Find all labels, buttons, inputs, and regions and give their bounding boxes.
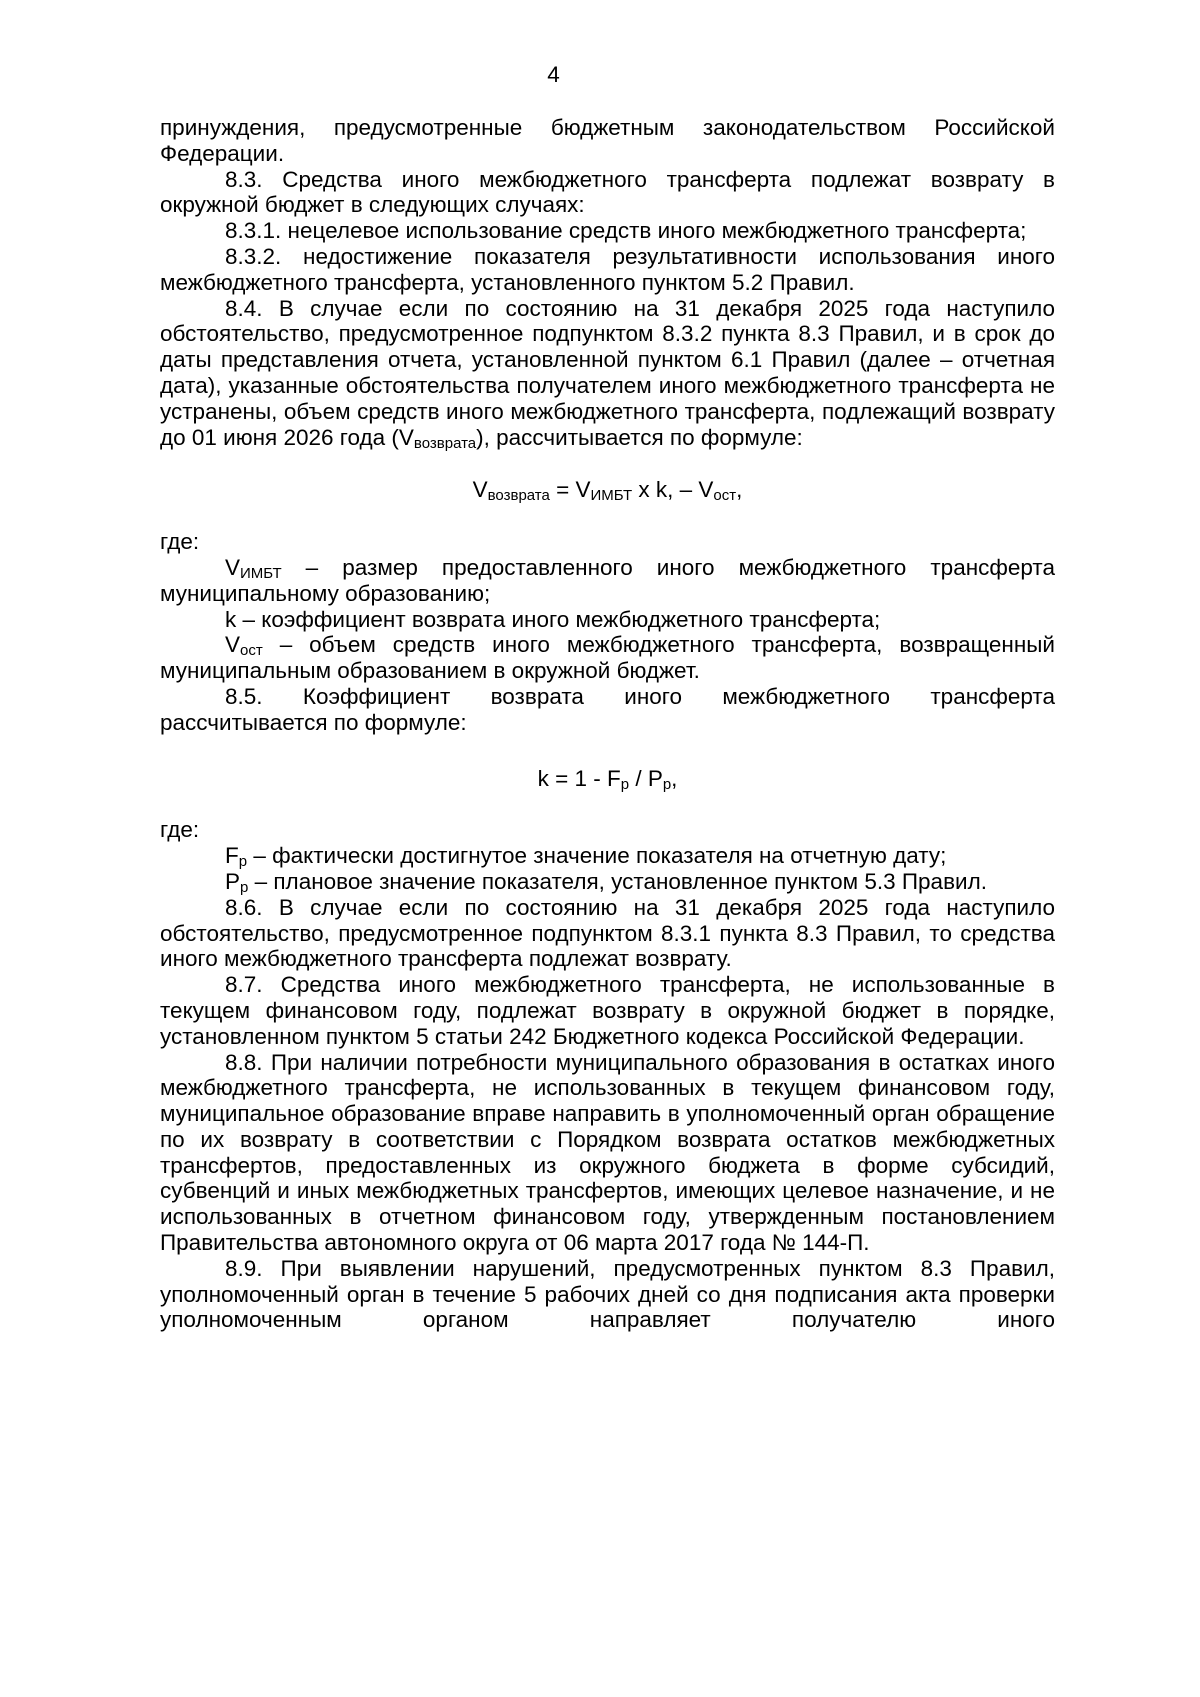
definition-symbol: P — [225, 868, 241, 894]
definition-v-ost — [160, 632, 1055, 684]
formula-subscript: возврата — [487, 487, 550, 505]
definition-p — [160, 869, 1055, 895]
formula-subscript: ост — [713, 487, 737, 505]
formula-symbol: , — [736, 477, 743, 503]
paragraph-8-3-2: 8.3.2. недостижение показателя результативности использования иного межбюджетного трансферта, установленного пунктом 5.2 Правил. — [160, 243, 1055, 295]
definition-v-imbt — [160, 555, 1055, 607]
formula-v-return — [160, 477, 1055, 503]
formula-symbol: V — [472, 477, 488, 503]
definition-text: – размер предоставленного иного межбюджетного трансферта муниципальному образованию; — [160, 554, 1055, 606]
definition-f — [160, 843, 1055, 869]
definition-symbol: F — [225, 843, 239, 869]
formula-symbol: / P — [629, 765, 663, 791]
formula-subscript: р — [662, 775, 672, 793]
v-return-open: (V — [391, 424, 414, 450]
paragraph-8-4-tail: ), рассчитывается по формуле: — [476, 424, 803, 450]
paragraph-8-5: 8.5. Коэффициент возврата иного межбюджетного трансферта рассчитывается по формуле: — [160, 683, 1055, 735]
paragraph-8-4-text: 8.4. В случае если по состоянию на 31 декабря 2025 года наступило обстоятельство, предусмотренное подпунктом 8.3.2 пункта 8.3 Правил, и в срок до даты представления отчета, установленной пунктом 6.1 Правил (далее – отчетная дата), указанные обстоятельства получателем иного межбюджетного трансферта не устранены, объем средств иного межбюджетного трансферта, подлежащий возврату до 01 июня 2026 года — [160, 295, 1055, 450]
definition-symbol: V — [225, 632, 241, 658]
paragraph-8-4 — [160, 296, 1055, 451]
definition-k: k – коэффициент возврата иного межбюджетного трансферта; — [225, 606, 881, 632]
definition-symbol: V — [225, 554, 241, 580]
definition-subscript: р — [240, 878, 249, 896]
document-body — [160, 115, 1055, 1333]
paragraph-8-3-1: 8.3.1. нецелевое использование средств иного межбюджетного трансферта; — [225, 218, 1027, 244]
formula-symbol: , — [671, 765, 678, 791]
formula-symbol: x k, – V — [632, 477, 714, 503]
v-return-subscript: возврата — [413, 434, 477, 452]
paragraph-8-7: 8.7. Средства иного межбюджетного трансферта, не использованные в текущем финансовом году, подлежат возврату в окружной бюджет в порядке, установленном пунктом 5 статьи 242 Бюджетного кодекса Российской Федерации. — [160, 972, 1055, 1049]
paragraph-8-3: 8.3. Средства иного межбюджетного трансферта подлежат возврату в окружной бюджет в следующих случаях: — [160, 166, 1055, 218]
definition-subscript: ост — [240, 642, 263, 660]
formula-subscript: р — [620, 775, 630, 793]
paragraph-8-6: 8.6. В случае если по состоянию на 31 декабря 2025 года наступило обстоятельство, предусмотренное подпунктом 8.3.1 пункта 8.3 Правил, то средства иного межбюджетного трансферта подлежат возврату. — [160, 894, 1055, 972]
definition-text: – плановое значение показателя, установленное пунктом 5.3 Правил. — [248, 868, 987, 894]
paragraph-8-8: 8.8. При наличии потребности муниципального образования в остатках иного межбюджетного трансферта, не использованных в текущем финансовом году, муниципальное образование вправе направить в уполномоченный орган обращение по их возврату в соответствии с Порядком возврата остатков межбюджетных трансфертов, предоставленных из окружного бюджета в форме субсидий, субвенций и иных межбюджетных трансфертов, имеющих целевое назначение, и не использованных в отчетном финансовом году, утвержденным постановлением Правительства автономного округа от 06 марта 2017 года № 144-П. — [160, 1049, 1055, 1256]
formula-subscript: ИМБТ — [590, 487, 633, 505]
definition-subscript: р — [238, 853, 248, 871]
paragraph-continuation: принуждения, предусмотренные бюджетным законодательством Российской Федерации. — [160, 115, 1055, 166]
page-number: 4 — [547, 62, 560, 87]
definition-text: – фактически достигнутое значение показателя на отчетную дату; — [247, 843, 947, 869]
definition-subscript: ИМБТ — [240, 564, 282, 582]
formula-symbol: k = 1 - F — [537, 765, 621, 791]
formula-symbol: = V — [549, 477, 591, 503]
definition-text: – объем средств иного межбюджетного трансферта, возвращенный муниципальным образованием в окружной бюджет. — [160, 632, 1055, 684]
paragraph-8-9: 8.9. При выявлении нарушений, предусмотренных пунктом 8.3 Правил, уполномоченный орган в течение 5 рабочих дней со дня подписания акта проверки уполномоченным органом направляет получателю иного — [160, 1255, 1055, 1333]
formula-k — [160, 766, 1055, 792]
where-label: где: — [160, 817, 200, 843]
where-label: где: — [160, 529, 200, 555]
